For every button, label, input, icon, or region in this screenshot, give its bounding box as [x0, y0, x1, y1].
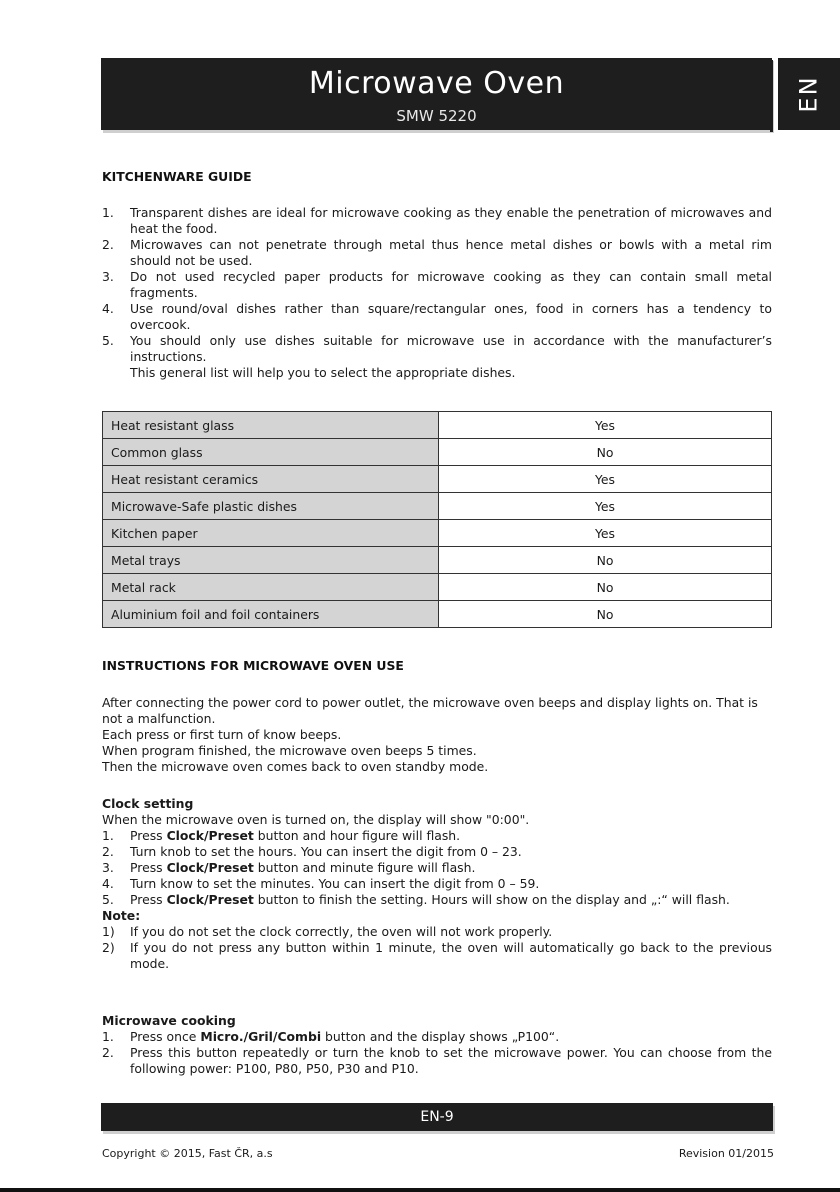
- language-label: EN: [795, 75, 823, 113]
- instructions-intro: [102, 695, 772, 775]
- document-title: Microwave Oven: [308, 66, 565, 101]
- table-cell-item: Common glass: [103, 439, 439, 466]
- table-row: [103, 493, 772, 520]
- table-row: [103, 574, 772, 601]
- table-cell-item: Metal trays: [103, 547, 439, 574]
- step-number: 2.: [102, 844, 114, 859]
- note-text: If you do not press any button within 1 minute, the oven will automatically go back to the previous mode.: [130, 940, 772, 971]
- clock-setting-section: [102, 796, 772, 972]
- item-text: Use round/oval dishes rather than square/rectangular ones, food in corners has a tendency to overcook.: [130, 301, 772, 332]
- table-cell-item: Aluminium foil and foil containers: [103, 601, 439, 628]
- button-name: Micro./Gril/Combi: [200, 1029, 322, 1044]
- item-text: Microwaves can not penetrate through metal thus hence metal dishes or bowls with a metal rim should not be used.: [130, 237, 772, 268]
- list-item: [102, 828, 772, 844]
- list-tail: This general list will help you to select the appropriate dishes.: [130, 365, 516, 380]
- list-item: [102, 940, 772, 972]
- item-text: Do not used recycled paper products for microwave cooking as they can contain small metal fragments.: [130, 269, 772, 300]
- list-item: [102, 1029, 772, 1045]
- step-text: Press: [130, 828, 167, 843]
- step-number: 3.: [102, 860, 114, 875]
- table-cell-value: No: [439, 574, 772, 601]
- clock-setting-title: Clock setting: [102, 796, 194, 811]
- intro-paragraph: When program finished, the microwave oven beeps 5 times.: [102, 743, 477, 758]
- table-cell-item: Heat resistant ceramics: [103, 466, 439, 493]
- table-cell-item: Microwave-Safe plastic dishes: [103, 493, 439, 520]
- button-name: Clock/Preset: [166, 860, 254, 875]
- step-number: 1.: [102, 828, 114, 843]
- header-divider: [770, 60, 773, 132]
- kitchenware-heading: KITCHENWARE GUIDE: [102, 169, 252, 184]
- copyright: Copyright © 2015, Fast ČR, a.s: [102, 1147, 273, 1160]
- table-cell-value: Yes: [439, 520, 772, 547]
- list-item: [102, 844, 772, 860]
- kitchenware-list: [102, 205, 772, 381]
- note-number: 1): [102, 924, 115, 939]
- table-cell-value: Yes: [439, 466, 772, 493]
- intro-paragraph: Each press or first turn of know beeps.: [102, 727, 342, 742]
- table-row: [103, 601, 772, 628]
- page-header: [101, 58, 772, 130]
- language-tab: [778, 58, 840, 130]
- list-item: [102, 892, 772, 908]
- item-number: 1.: [102, 205, 114, 220]
- list-item: [102, 333, 772, 365]
- instructions-heading: INSTRUCTIONS FOR MICROWAVE OVEN USE: [102, 658, 404, 673]
- step-text: Press: [130, 892, 167, 907]
- table-cell-item: Kitchen paper: [103, 520, 439, 547]
- step-text: button to finish the setting. Hours will show on the display and „:“ will flash.: [253, 892, 730, 907]
- table-row: [103, 412, 772, 439]
- table-row: [103, 439, 772, 466]
- step-number: 2.: [102, 1045, 114, 1060]
- button-name: Clock/Preset: [166, 892, 254, 907]
- list-item: [102, 237, 772, 269]
- item-number: 4.: [102, 301, 114, 316]
- table-row: [103, 520, 772, 547]
- microwave-cooking-title: Microwave cooking: [102, 1013, 236, 1028]
- table-row: [103, 466, 772, 493]
- model-number: SMW 5220: [396, 107, 477, 125]
- note-text: If you do not set the clock correctly, the oven will not work properly.: [130, 924, 553, 939]
- list-item: [102, 269, 772, 301]
- note-number: 2): [102, 940, 115, 955]
- button-name: Clock/Preset: [166, 828, 254, 843]
- step-text: button and hour figure will flash.: [253, 828, 461, 843]
- table-cell-value: No: [439, 439, 772, 466]
- table-row: [103, 547, 772, 574]
- page-bottom-rule: [0, 1188, 840, 1192]
- table-cell-value: Yes: [439, 412, 772, 439]
- list-item: [102, 205, 772, 237]
- page-number: EN-9: [420, 1109, 454, 1125]
- step-text: Press once: [130, 1029, 201, 1044]
- list-item: [102, 301, 772, 333]
- step-number: 1.: [102, 1029, 114, 1044]
- microwave-cooking-section: [102, 1013, 772, 1077]
- note-label: Note:: [102, 908, 141, 923]
- step-text: Press this button repeatedly or turn the knob to set the microwave power. You can choose from the following power: P100, P80, P50, P30 and P10.: [130, 1045, 772, 1076]
- item-text: Transparent dishes are ideal for microwave cooking as they enable the penetration of microwaves and heat the food.: [130, 205, 772, 236]
- intro-paragraph: Then the microwave oven comes back to oven standby mode.: [102, 759, 489, 774]
- table-cell-item: Heat resistant glass: [103, 412, 439, 439]
- list-item: [102, 860, 772, 876]
- item-number: 2.: [102, 237, 114, 252]
- step-text: button and the display shows „P100“.: [321, 1029, 560, 1044]
- step-number: 5.: [102, 892, 114, 907]
- step-text: button and minute figure will flash.: [253, 860, 476, 875]
- list-item: [102, 1045, 772, 1077]
- clock-setting-lead: When the microwave oven is turned on, the display will show "0:00".: [102, 812, 530, 827]
- step-text: Turn knob to set the hours. You can insert the digit from 0 – 23.: [130, 844, 522, 859]
- intro-paragraph: After connecting the power cord to power outlet, the microwave oven beeps and display lights on. That is not a malfunction.: [102, 695, 758, 726]
- table-cell-value: No: [439, 547, 772, 574]
- step-text: Turn know to set the minutes. You can insert the digit from 0 – 59.: [130, 876, 540, 891]
- table-cell-item: Metal rack: [103, 574, 439, 601]
- list-item: [102, 876, 772, 892]
- list-item: [102, 924, 772, 940]
- table-cell-value: Yes: [439, 493, 772, 520]
- item-number: 3.: [102, 269, 114, 284]
- kitchenware-table: [102, 411, 772, 628]
- item-text: You should only use dishes suitable for microwave use in accordance with the manufacturer’s instructions.: [130, 333, 772, 364]
- revision: Revision 01/2015: [678, 1147, 774, 1160]
- item-number: 5.: [102, 333, 114, 348]
- step-number: 4.: [102, 876, 114, 891]
- table-cell-value: No: [439, 601, 772, 628]
- page-number-bar: [101, 1103, 773, 1131]
- step-text: Press: [130, 860, 167, 875]
